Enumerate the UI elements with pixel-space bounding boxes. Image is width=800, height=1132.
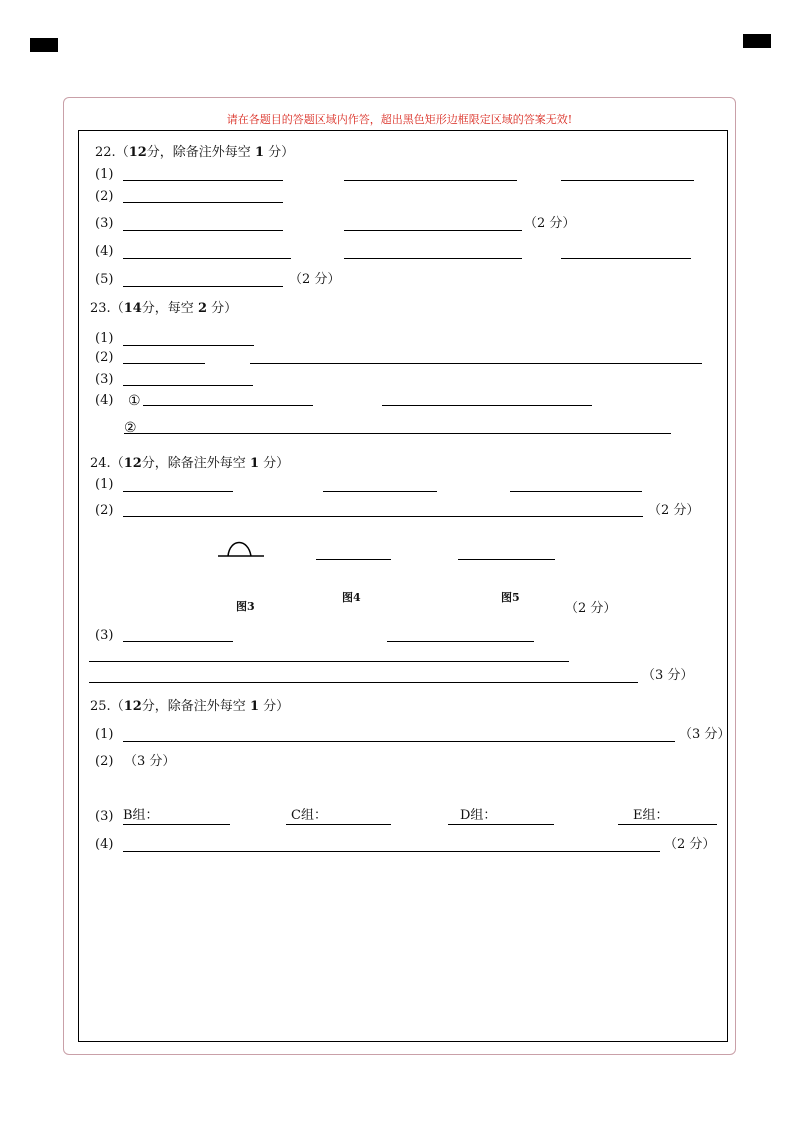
q22-4-blank-a[interactable] <box>123 258 291 259</box>
q25-1-blank-a[interactable] <box>123 741 675 742</box>
q25-3-group-c-label: C组： <box>291 808 327 823</box>
q24-item-3: (3) <box>95 628 114 643</box>
q23-4-blank-a[interactable] <box>143 405 313 406</box>
q22-3-blank-a[interactable] <box>123 230 283 231</box>
q24-1-blank-a[interactable] <box>123 491 233 492</box>
q25-4-blank-a[interactable] <box>123 851 660 852</box>
q23-item-1: (1) <box>95 331 114 346</box>
q25-item-2: (2) <box>95 754 114 769</box>
q25-3-group-e-field[interactable] <box>618 808 717 825</box>
q24-3-blank-a[interactable] <box>123 641 233 642</box>
q25-4-score-note: （2 分） <box>664 837 716 852</box>
q25-2-score-note: （3 分） <box>124 754 176 769</box>
q23-4-circle-1: ① <box>128 393 141 409</box>
q22-3-score-note: （2 分） <box>524 216 576 231</box>
q22-5-blank-a[interactable] <box>123 286 283 287</box>
q22-3-blank-b[interactable] <box>344 230 522 231</box>
q22-4-blank-c[interactable] <box>561 258 691 259</box>
q23-4-blank-b[interactable] <box>382 405 592 406</box>
q24-2-score-note: （2 分） <box>648 503 700 518</box>
q23-4-circle-2: ② <box>124 420 137 436</box>
figure-3-curve <box>218 534 264 558</box>
q23-item-3: (3) <box>95 372 114 387</box>
q24-2-blank-a[interactable] <box>123 516 643 517</box>
q24-figure-score-note: （2 分） <box>565 601 617 616</box>
q24-3-blank-c[interactable] <box>89 661 569 662</box>
q22-item-5: (5) <box>95 272 114 287</box>
answer-area-inner-frame <box>78 130 731 1042</box>
q23-item-2: (2) <box>95 350 114 365</box>
q23-3-blank-a[interactable] <box>123 385 253 386</box>
warning-text: 请在各题目的答题区域内作答，超出黑色矩形边框限定区域的答案无效! <box>226 113 573 126</box>
q23-1-blank-a[interactable] <box>123 345 254 346</box>
q25-3-group-d-field[interactable] <box>448 808 554 825</box>
q23-2-blank-a[interactable] <box>123 363 205 364</box>
q24-3-blank-d[interactable] <box>89 682 638 683</box>
figure-4-line <box>316 559 391 560</box>
q22-1-blank-b[interactable] <box>344 180 517 181</box>
q25-3-group-d-label: D组： <box>460 808 497 823</box>
q22-4-blank-b[interactable] <box>344 258 522 259</box>
q22-item-2: (2) <box>95 189 114 204</box>
q23-item-4: (4) <box>95 393 114 408</box>
q22-1-blank-c[interactable] <box>561 180 694 181</box>
figure-5-line <box>458 559 555 560</box>
q24-item-1: (1) <box>95 477 114 492</box>
q23-2-blank-b[interactable] <box>250 363 702 364</box>
q25-3-group-b-label: B组： <box>123 808 159 823</box>
q24-item-2: (2) <box>95 503 114 518</box>
q24-3-blank-b[interactable] <box>387 641 534 642</box>
q23-4-blank-c[interactable] <box>124 433 671 434</box>
q24-heading: 24.（12分，除备注外每空 1 分） <box>90 456 290 471</box>
registration-mark-right <box>743 34 771 48</box>
q23-heading: 23.（14分，每空 2 分） <box>90 301 238 316</box>
q22-5-score-note: （2 分） <box>289 272 341 287</box>
q24-1-blank-b[interactable] <box>323 491 437 492</box>
q22-2-blank-a[interactable] <box>123 202 283 203</box>
figure-3-label: 图3 <box>236 600 255 613</box>
q22-item-1: (1) <box>95 167 114 182</box>
q22-heading: 22.（12分，除备注外每空 1 分） <box>95 145 295 160</box>
q22-item-4: (4) <box>95 244 114 259</box>
q25-3-group-e-label: E组： <box>633 808 669 823</box>
q25-3-group-c-field[interactable] <box>286 808 391 825</box>
q25-item-3: (3) <box>95 809 114 824</box>
q25-3-group-b-field[interactable] <box>123 808 230 825</box>
registration-mark-left <box>30 38 58 52</box>
q25-heading: 25.（12分，除备注外每空 1 分） <box>90 699 290 714</box>
q24-3-score-note: （3 分） <box>642 668 694 683</box>
q25-item-4: (4) <box>95 837 114 852</box>
q22-item-3: (3) <box>95 216 114 231</box>
q25-item-1: (1) <box>95 727 114 742</box>
q22-1-blank-a[interactable] <box>123 180 283 181</box>
q25-1-score-note: （3 分） <box>679 727 731 742</box>
figure-4-label: 图4 <box>342 591 361 604</box>
figure-5-label: 图5 <box>501 591 520 604</box>
q24-1-blank-c[interactable] <box>510 491 642 492</box>
